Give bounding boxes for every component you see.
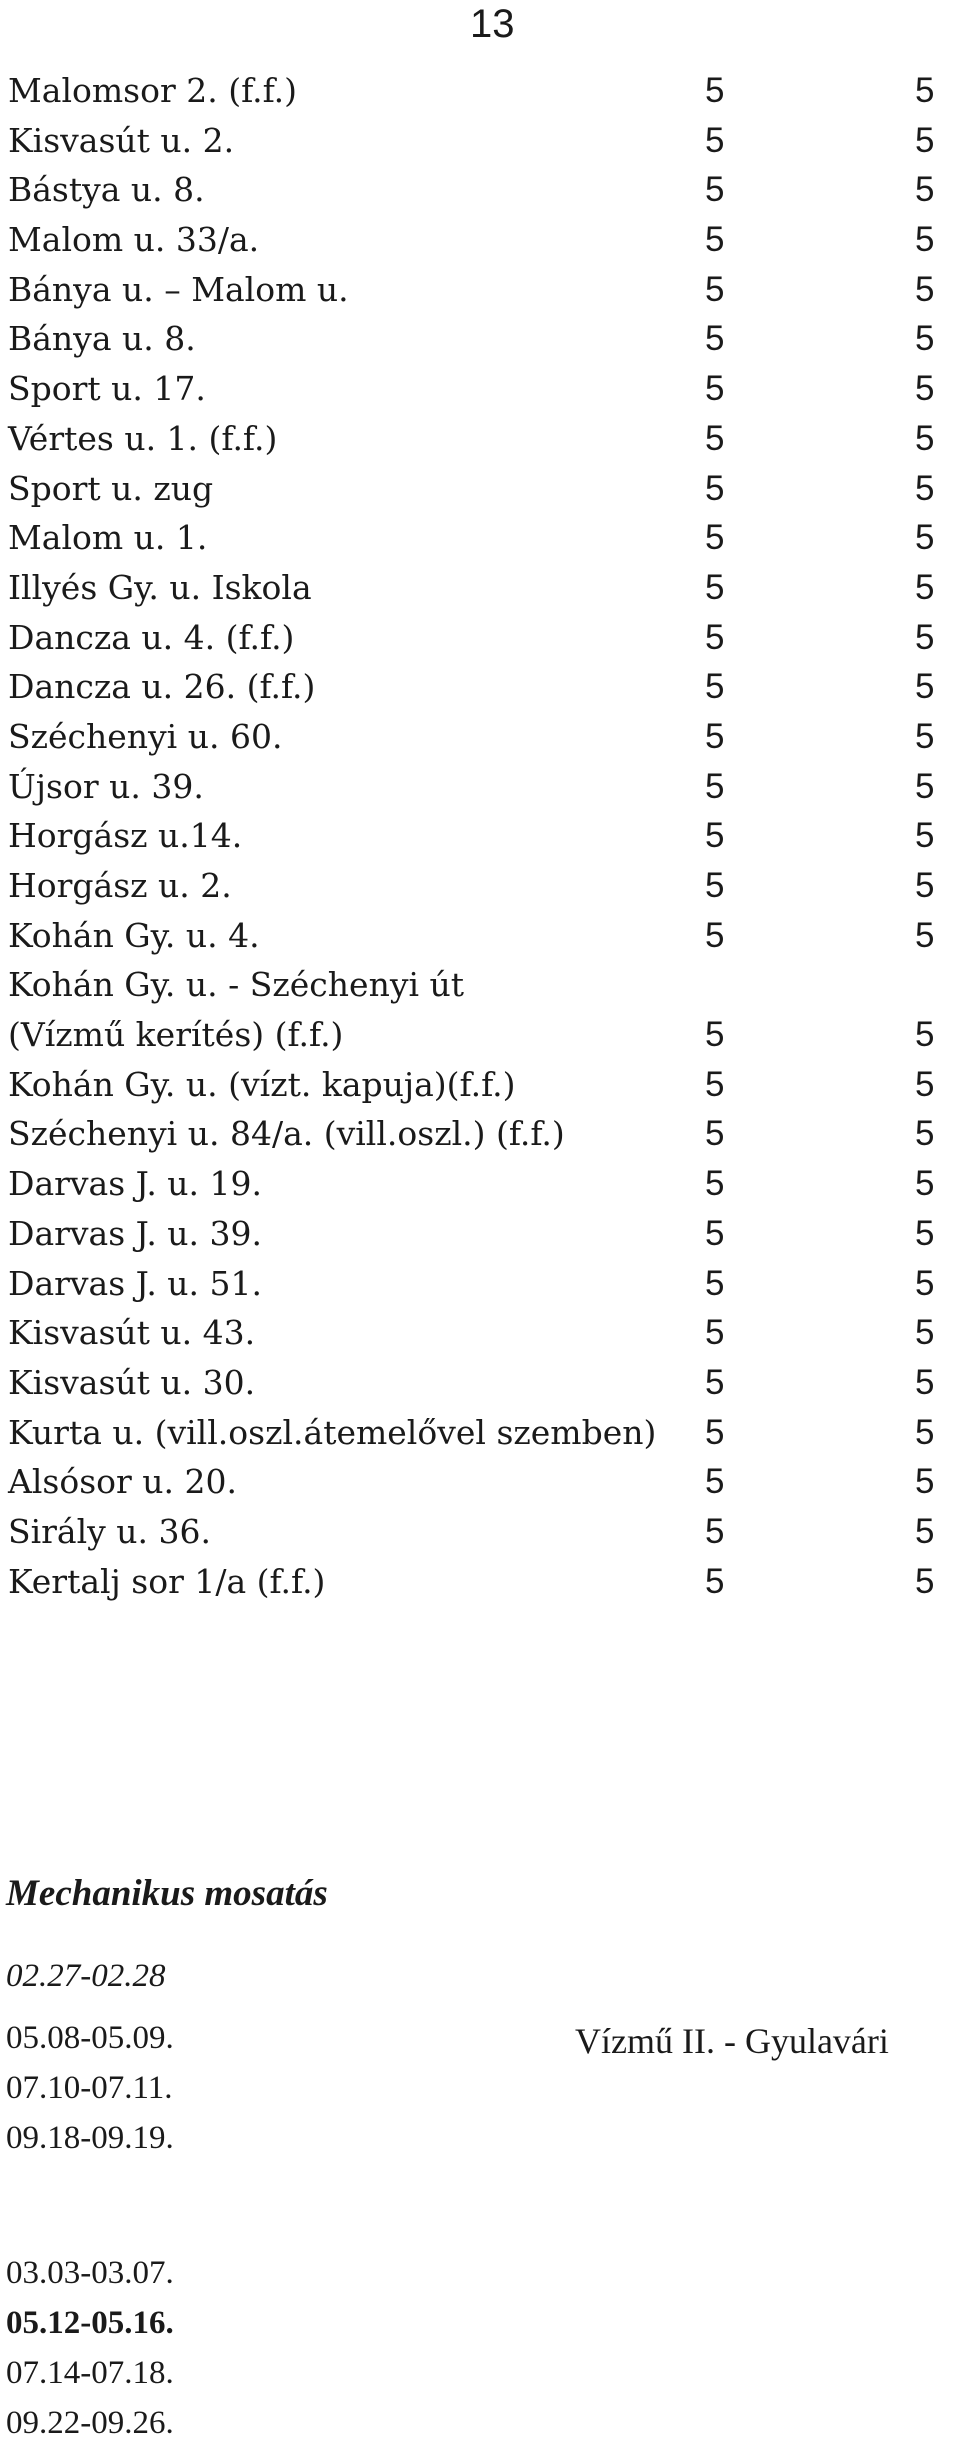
row-value-1: 5 <box>705 1462 725 1502</box>
row-value-1: 5 <box>705 1164 725 1204</box>
row-address: Malomsor 2. (f.f.) <box>8 71 298 110</box>
date-range: 09.18-09.19. <box>6 2120 174 2156</box>
row-value-2: 5 <box>915 667 935 707</box>
row-value-2: 5 <box>915 1462 935 1502</box>
row-address: Széchenyi u. 84/a. (vill.oszl.) (f.f.) <box>8 1114 565 1154</box>
date-range: 07.10-07.11. <box>6 2070 173 2106</box>
date-range: 03.03-03.07. <box>6 2255 174 2291</box>
row-value-2: 5 <box>915 1362 935 1402</box>
row-value-1: 5 <box>705 418 725 458</box>
page-number: 13 <box>470 2 515 46</box>
row-address: Darvas J. u. 39. <box>8 1213 263 1253</box>
row-value-1: 5 <box>705 1412 725 1452</box>
row-value-1: 5 <box>705 220 725 260</box>
row-value-2: 5 <box>915 1164 935 1204</box>
date-range: 02.27-02.28 <box>6 1958 166 1994</box>
row-value-2: 5 <box>915 1511 935 1551</box>
row-address: Dancza u. 4. (f.f.) <box>8 617 295 657</box>
table-row <box>8 1060 958 1110</box>
row-address: Kurta u. (vill.oszl.átemelővel szemben) <box>8 1412 657 1452</box>
row-address: Dancza u. 26. (f.f.) <box>8 667 316 707</box>
date-range: 09.22-09.26. <box>6 2405 174 2441</box>
row-value-2: 5 <box>915 120 935 160</box>
row-value-2: 5 <box>915 1114 935 1154</box>
row-address: Darvas J. u. 51. <box>8 1263 263 1303</box>
row-value-1: 5 <box>705 915 725 955</box>
row-address: Kisvasút u. 43. <box>8 1313 256 1353</box>
row-value-1: 5 <box>705 518 725 558</box>
row-value-1: 5 <box>705 1064 725 1104</box>
date-range-highlighted: 05.12-05.16. <box>6 2305 174 2341</box>
row-value-1: 5 <box>705 617 725 657</box>
row-address: Újsor u. 39. <box>8 766 204 806</box>
row-value-2: 5 <box>915 1313 935 1353</box>
table-row <box>8 1358 958 1408</box>
row-value-1: 5 <box>705 1313 725 1353</box>
table-row <box>8 1308 958 1358</box>
row-value-2: 5 <box>915 816 935 856</box>
row-value-2: 5 <box>915 1213 935 1253</box>
row-value-2: 5 <box>915 518 935 558</box>
row-value-2: 5 <box>915 866 935 905</box>
table-row <box>8 960 958 1010</box>
row-value-2: 5 <box>915 915 935 955</box>
date-range: 07.14-07.18. <box>6 2355 174 2391</box>
row-value-2: 5 <box>915 220 935 260</box>
table-row <box>8 662 958 712</box>
row-value-2: 5 <box>915 71 935 110</box>
row-address: Kisvasút u. 30. <box>8 1362 256 1402</box>
row-value-1: 5 <box>705 667 725 707</box>
row-address: Bánya u. – Malom u. <box>8 269 349 309</box>
section-title: Mechanikus mosatás <box>6 1873 328 1914</box>
row-address: Malom u. 1. <box>8 518 208 558</box>
table-row <box>8 1209 958 1259</box>
table-row <box>8 911 958 961</box>
table-row <box>8 1557 958 1607</box>
row-value-1: 5 <box>705 319 725 359</box>
row-value-2: 5 <box>915 1015 935 1055</box>
table-row <box>8 1408 958 1458</box>
row-address: Horgász u. 2. <box>8 866 232 905</box>
row-value-1: 5 <box>705 71 725 110</box>
table-row <box>8 1507 958 1557</box>
table-row <box>8 66 958 116</box>
table-row <box>8 215 958 265</box>
row-address: Bástya u. 8. <box>8 170 205 210</box>
row-value-1: 5 <box>705 1561 725 1601</box>
address-list <box>8 66 958 1606</box>
row-address: Kohán Gy. u. - Széchenyi út <box>8 965 465 1005</box>
row-value-1: 5 <box>705 1511 725 1551</box>
row-value-1: 5 <box>705 468 725 508</box>
row-value-2: 5 <box>915 1412 935 1452</box>
row-value-1: 5 <box>705 1114 725 1154</box>
table-row <box>8 1010 958 1060</box>
row-value-2: 5 <box>915 468 935 508</box>
date-range: 05.08-05.09. <box>6 2020 174 2056</box>
table-row <box>8 712 958 762</box>
row-value-2: 5 <box>915 170 935 210</box>
row-value-1: 5 <box>705 120 725 160</box>
row-value-1: 5 <box>705 1213 725 1253</box>
row-address: Széchenyi u. 60. <box>8 716 283 756</box>
row-value-2: 5 <box>915 716 935 756</box>
row-value-2: 5 <box>915 418 935 458</box>
table-row <box>8 861 958 911</box>
table-row <box>8 811 958 861</box>
row-address: Sirály u. 36. <box>8 1511 212 1551</box>
table-row <box>8 513 958 563</box>
row-value-2: 5 <box>915 1263 935 1303</box>
table-row <box>8 165 958 215</box>
row-value-2: 5 <box>915 567 935 607</box>
location-label: Vízmű II. - Gyulavári <box>575 2021 889 2061</box>
row-value-1: 5 <box>705 1263 725 1303</box>
table-row <box>8 563 958 613</box>
row-value-2: 5 <box>915 1064 935 1104</box>
row-value-1: 5 <box>705 269 725 309</box>
row-value-1: 5 <box>705 866 725 905</box>
row-address: Kisvasút u. 2. <box>8 120 235 160</box>
row-address: Vértes u. 1. (f.f.) <box>8 418 278 458</box>
row-address: Kohán Gy. u. 4. <box>8 915 260 955</box>
row-address: Sport u. zug <box>8 468 214 508</box>
row-address: Darvas J. u. 19. <box>8 1164 263 1204</box>
row-value-2: 5 <box>915 766 935 806</box>
row-address: Illyés Gy. u. Iskola <box>8 567 312 607</box>
row-value-1: 5 <box>705 1362 725 1402</box>
row-address: Kohán Gy. u. (vízt. kapuja)(f.f.) <box>8 1064 516 1104</box>
row-value-1: 5 <box>705 170 725 210</box>
table-row <box>8 464 958 514</box>
table-row <box>8 116 958 166</box>
row-value-1: 5 <box>705 369 725 409</box>
table-row <box>8 265 958 315</box>
row-value-1: 5 <box>705 766 725 806</box>
row-value-2: 5 <box>915 1561 935 1601</box>
row-address: Sport u. 17. <box>8 369 206 409</box>
row-address: Horgász u.14. <box>8 816 243 856</box>
table-row <box>8 1457 958 1507</box>
row-address: Kertalj sor 1/a (f.f.) <box>8 1561 326 1601</box>
table-row <box>8 1109 958 1159</box>
row-value-1: 5 <box>705 1015 725 1055</box>
table-row <box>8 613 958 663</box>
row-value-2: 5 <box>915 369 935 409</box>
table-row <box>8 314 958 364</box>
row-address: Malom u. 33/a. <box>8 220 260 260</box>
row-value-1: 5 <box>705 816 725 856</box>
row-value-2: 5 <box>915 617 935 657</box>
table-row <box>8 364 958 414</box>
row-address: Alsósor u. 20. <box>8 1462 237 1502</box>
table-row <box>8 1259 958 1309</box>
table-row <box>8 414 958 464</box>
table-row <box>8 1159 958 1209</box>
table-row <box>8 762 958 812</box>
row-address: Bánya u. 8. <box>8 319 196 359</box>
row-value-2: 5 <box>915 269 935 309</box>
row-value-1: 5 <box>705 716 725 756</box>
row-value-2: 5 <box>915 319 935 359</box>
row-value-1: 5 <box>705 567 725 607</box>
row-address: (Vízmű kerítés) (f.f.) <box>8 1015 344 1055</box>
